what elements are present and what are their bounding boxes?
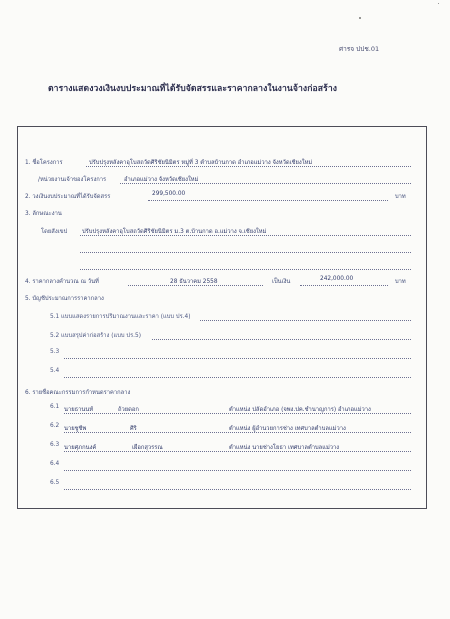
amount-value: 242,000.00 [320,276,354,282]
dotted-line [80,235,411,236]
dotted-line [120,183,411,184]
committee-last-name: ศิริ [130,426,137,432]
committee-position: ตำแหน่ง นายช่างโยธา เทศบาลตำบลแม่วาง [229,445,340,451]
price-list-entry: 5.2 แบบสรุปค่าก่อสร้าง (แบบ ปร.5) [50,333,141,339]
committee-last-name: เผือกสุวรรณ [132,445,163,451]
form-code: ศารจ ปปช.01 [339,45,380,53]
dotted-line [64,413,411,414]
dotted-line [152,339,411,340]
project-name-label: 1. ชื่อโครงการ [25,160,63,166]
dotted-line [200,320,411,321]
dotted-line [148,200,388,201]
agency-value: อำเภอแม่วาง จังหวัดเชียงใหม่ [124,177,199,183]
scan-speck [438,3,439,4]
price-list-entry: 5.1 แบบแสดงรายการปริมาณงานและราคา (แบบ ปร.4) [50,314,191,320]
work-type-label: 3. ลักษณะงาน [25,211,62,217]
summary-value: ปรับปรุงหลังคาอุโบสถวัดศิริชัยนิมิตร ม.3 ต.บ้านกาด อ.แม่วาง จ.เชียงใหม่ [82,229,267,235]
budget-unit: บาท [395,194,406,200]
dotted-line [64,451,411,452]
scan-speck [359,17,361,19]
summary-label: โดยสังเขป [41,229,68,235]
reference-price-label: 4. ราคากลางคำนวณ ณ วันที่ [25,279,99,285]
committee-no: 6.4 [50,461,60,467]
budget-label: 2. วงเงินงบประมาณที่ได้รับจัดสรร [25,194,111,200]
committee-last-name: ถ้วยดอก [118,407,139,413]
amount-unit: บาท [395,279,406,285]
dotted-line [128,285,263,286]
dotted-line [86,166,411,167]
budget-value: 299,500.00 [152,191,186,197]
amount-label: เป็นเงิน [272,279,291,285]
committee-no: 6.5 [50,480,60,486]
dotted-line [80,252,411,253]
price-list-label: 5. บัญชีประมาณการราคากลาง [25,296,104,302]
agency-label: /หน่วยงานเจ้าของโครงการ [38,177,107,183]
dotted-line [64,358,411,359]
price-list-entry: 5.3 [50,349,60,355]
price-list-entry: 5.4 [50,368,60,374]
committee-first-name: นายชูชีพ [64,426,87,432]
committee-position: ตำแหน่ง ปลัดอำเภอ (จพง.ปค.ชำนาญการ) อำเภอแม่วาง [229,407,371,413]
project-name-value: ปรับปรุงหลังคาอุโบสถวัดศิริชัยนิมิตร หมู่ที่ 3 ตำบลบ้านกาด อำเภอแม่วาง จังหวัดเชียงใหม่ [89,160,313,166]
document-title: ตารางแสดงวงเงินงบประมาณที่ได้รับจัดสรรและราคากลางในงานจ้างก่อสร้าง [48,84,338,94]
dotted-line [64,489,411,490]
committee-first-name: นายธานนท์ [64,407,94,413]
committee-position: ตำแหน่ง ผู้อำนวยการช่าง เทศบาลตำบลแม่วาง [229,426,346,432]
committee-no: 6.1 [50,404,60,410]
dotted-line [80,269,411,270]
dotted-line [64,377,411,378]
committee-first-name: นายศุภกนงค์ [64,445,97,451]
reference-date: 28 ธันวาคม 2558 [170,279,218,285]
dotted-line [300,285,388,286]
committee-label: 6. รายชื่อคณะกรรมการกำหนดราคากลาง [25,390,131,396]
committee-no: 6.3 [50,442,60,448]
committee-no: 6.2 [50,423,60,429]
dotted-line [64,432,411,433]
dotted-line [64,470,411,471]
